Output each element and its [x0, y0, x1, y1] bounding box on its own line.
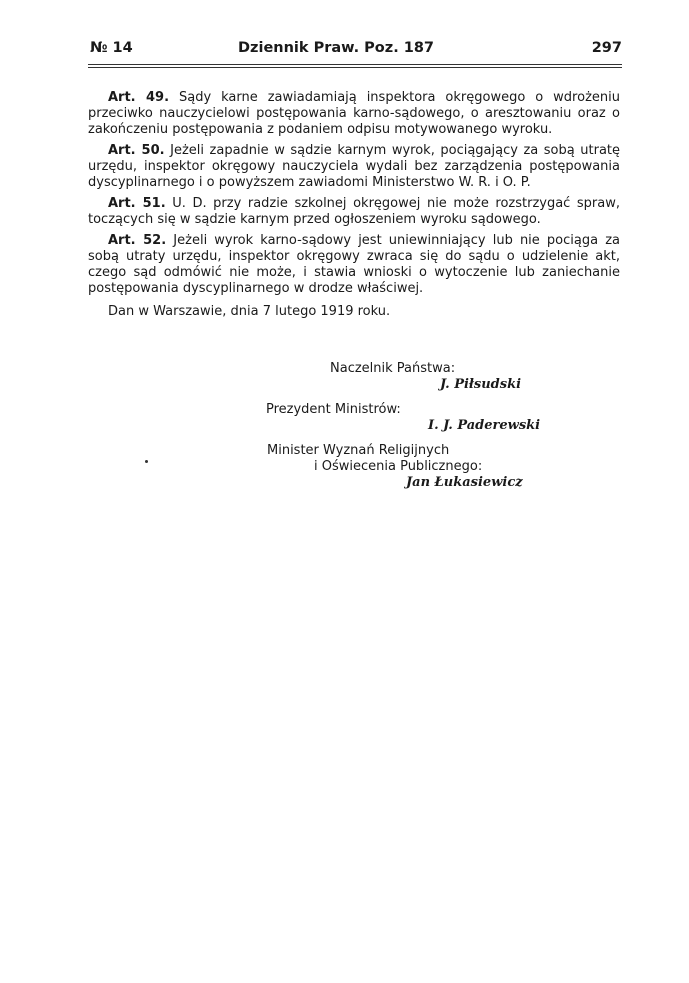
signatory-name: J. Piłsudski — [440, 377, 522, 392]
header-rule-bottom — [88, 67, 622, 68]
signatory-title: i Oświecenia Publicznego: — [314, 459, 483, 474]
journal-title: Dziennik Praw. Poz. 187 — [238, 40, 435, 56]
header-rule-top — [88, 64, 622, 65]
article-label: Art. 52. — [108, 233, 167, 248]
article-label: Art. 51. — [108, 196, 166, 211]
article-label: Art. 49. — [108, 90, 170, 105]
article-51 — [88, 196, 620, 228]
signatory-title: Prezydent Ministrów: — [266, 402, 401, 417]
signatory-title: Naczelnik Państwa: — [330, 361, 456, 376]
signatory-name: I. J. Paderewski — [428, 418, 541, 433]
article-52 — [88, 233, 620, 297]
issue-number: № 14 — [90, 40, 133, 56]
article-text: U. D. przy radzie szkolnej okręgowej nie może rozstrzygać spraw, toczących się w sądzie karnym przed ogłoszeniem wyroku sądowego. — [88, 196, 621, 227]
signatory-title: Minister Wyznań Religijnych — [267, 443, 450, 458]
document-body — [88, 90, 620, 325]
article-50 — [88, 143, 620, 191]
page-number: 297 — [591, 40, 622, 56]
closing-line: Dan w Warszawie, dnia 7 lutego 1919 roku. — [108, 304, 391, 319]
article-text: Jeżeli wyrok karno-sądowy jest uniewinniający lub nie pociąga za sobą utraty urzędu, inspektor okręgowy zwraca się do sądu o udzielenie akt, czego sąd odmówić nie może, i stawia wnioski o wytoczenie lub zaniechanie postępowania dyscyplinarnego w drodze właściwej. — [88, 233, 620, 296]
signatory-name: Jan Łukasiewicz — [406, 475, 523, 490]
article-text: Jeżeli zapadnie w sądzie karnym wyrok, pociągający za sobą utratę urzędu, inspektor okręgowy nauczyciela wydali bez zarządzenia postępowania dyscyplinarnego i o powyższem zawiadomi Ministerstwo W. R. i O. P. — [88, 143, 621, 190]
ink-dot — [145, 460, 148, 463]
article-text: Sądy karne zawiadamiają inspektora okręgowego o wdrożeniu przeciwko nauczycielowi postępowania karno-sądowego, o aresztowaniu oraz o zakończeniu postępowania z podaniem odpisu motywowanego wyroku. — [88, 90, 620, 137]
article-label: Art. 50. — [108, 143, 165, 158]
page-header — [90, 40, 622, 60]
article-49 — [88, 90, 620, 138]
